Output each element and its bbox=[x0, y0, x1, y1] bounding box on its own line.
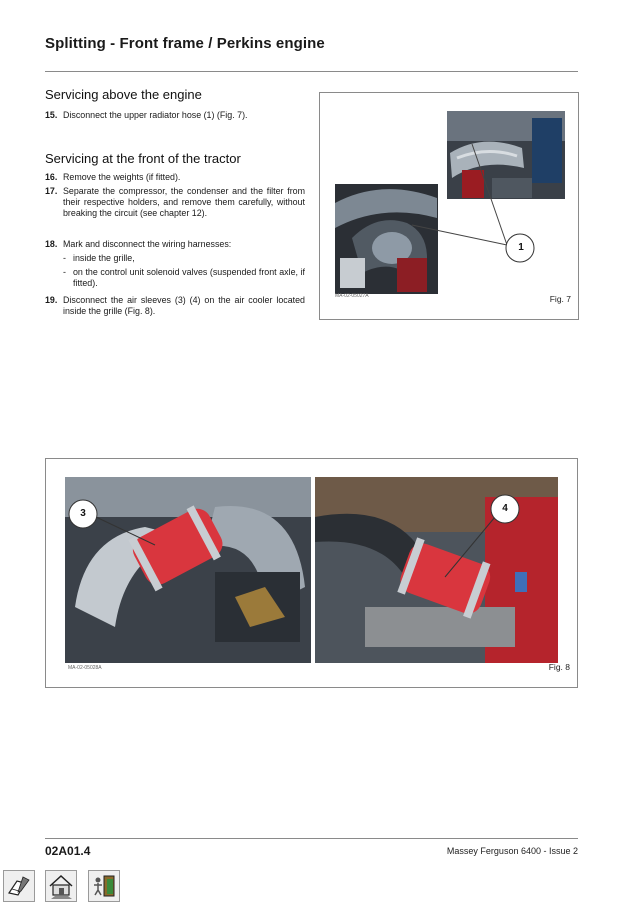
step-18-subitem: - on the control unit solenoid valves (suspended front axle, if fitted). bbox=[63, 267, 305, 289]
notebook-button[interactable] bbox=[3, 870, 35, 902]
step-number: 19. bbox=[45, 295, 58, 305]
header-rule bbox=[45, 71, 578, 72]
step-15 bbox=[45, 110, 305, 121]
home-button[interactable] bbox=[45, 870, 77, 902]
callout-1: 1 bbox=[518, 242, 524, 253]
figure-7-frame bbox=[319, 92, 579, 320]
step-number: 18. bbox=[45, 239, 58, 249]
photo-code: MA-02-05028A bbox=[68, 665, 102, 671]
callout-4: 4 bbox=[502, 503, 508, 514]
step-text: Mark and disconnect the wiring harnesses: bbox=[63, 239, 232, 249]
figure-label: Fig. 7 bbox=[549, 294, 571, 304]
page-title: Splitting - Front frame / Perkins engine bbox=[45, 35, 325, 52]
publication-name: Massey Ferguson 6400 - Issue 2 bbox=[446, 846, 578, 856]
step-text: Separate the compressor, the condenser and the filter from their respective holders, and remove them carefully, without breaking the circuit (see chapter 12). bbox=[63, 186, 305, 219]
step-16 bbox=[45, 172, 305, 183]
subitem-text: on the control unit solenoid valves (suspended front axle, if fitted). bbox=[73, 267, 305, 289]
step-text: Remove the weights (if fitted). bbox=[63, 172, 181, 182]
step-18 bbox=[45, 239, 305, 250]
exit-door-icon bbox=[89, 871, 119, 901]
step-19 bbox=[45, 295, 305, 317]
section-heading-front-tractor: Servicing at the front of the tractor bbox=[45, 151, 241, 166]
home-icon bbox=[46, 871, 76, 901]
step-text: Disconnect the upper radiator hose (1) (Fig. 7). bbox=[63, 110, 248, 120]
figure-7-photo bbox=[332, 108, 567, 298]
step-number: 16. bbox=[45, 172, 58, 182]
figure-label: Fig. 8 bbox=[548, 662, 570, 672]
figure-8-frame bbox=[45, 458, 578, 688]
figure-8-photo bbox=[65, 477, 558, 663]
footer-rule bbox=[45, 838, 578, 839]
step-number: 15. bbox=[45, 110, 58, 120]
step-number: 17. bbox=[45, 186, 58, 196]
photo-code: MA-02-05027A bbox=[335, 293, 369, 299]
page-code: 02A01.4 bbox=[45, 844, 91, 858]
callout-3: 3 bbox=[80, 508, 86, 519]
notebook-pen-icon bbox=[4, 871, 34, 901]
section-heading-above-engine: Servicing above the engine bbox=[45, 87, 202, 102]
step-text: Disconnect the air sleeves (3) (4) on the air cooler located inside the grille (Fig. 8). bbox=[63, 295, 305, 317]
step-18-subitem: - inside the grille, bbox=[63, 253, 305, 264]
subitem-text: inside the grille, bbox=[73, 253, 135, 263]
step-17 bbox=[45, 186, 305, 220]
exit-button[interactable] bbox=[88, 870, 120, 902]
